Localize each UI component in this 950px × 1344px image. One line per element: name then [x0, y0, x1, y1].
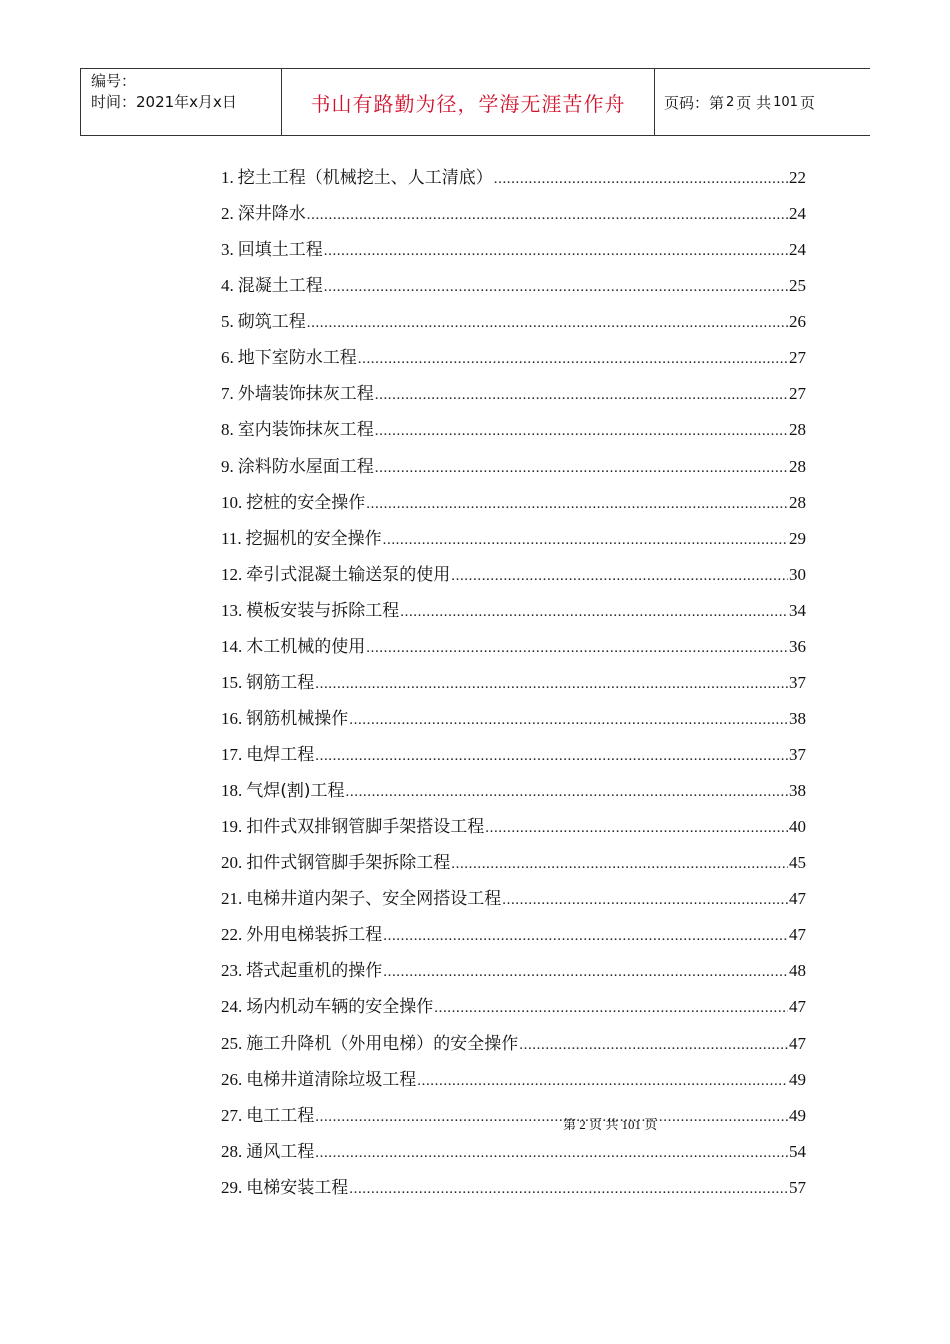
- toc-entry[interactable]: [221, 376, 806, 412]
- toc-entry-number: 6.: [221, 348, 234, 368]
- toc-dot-leader: [366, 486, 788, 522]
- toc-dot-leader: [358, 341, 788, 377]
- toc-entry-page: 48: [789, 961, 806, 981]
- header-motto-cell: [282, 69, 655, 135]
- toc-entry[interactable]: [221, 196, 806, 232]
- table-of-contents: [221, 160, 806, 1206]
- date-label: 时间：2021年x月x日: [91, 93, 237, 111]
- number-label: 编号：: [91, 72, 137, 90]
- toc-entry-title: 挖桩的安全操作: [246, 492, 366, 513]
- toc-entry[interactable]: [221, 1026, 806, 1062]
- toc-dot-leader: [349, 702, 788, 738]
- toc-dot-leader: [375, 377, 788, 413]
- toc-entry-title: 电工工程: [246, 1105, 315, 1126]
- toc-entry[interactable]: [221, 593, 806, 629]
- toc-entry-title: 电梯井道清除垃圾工程: [246, 1069, 417, 1090]
- toc-entry[interactable]: [221, 1134, 806, 1170]
- toc-entry-page: 27: [789, 384, 806, 404]
- toc-entry-number: 23.: [221, 961, 243, 981]
- toc-dot-leader: [307, 197, 788, 233]
- toc-entry-title: 钢筋工程: [246, 672, 315, 693]
- page-current: 2: [726, 94, 735, 110]
- toc-entry-page: 25: [789, 276, 806, 296]
- toc-entry-number: 26.: [221, 1069, 243, 1089]
- toc-entry-number: 7.: [221, 384, 234, 404]
- header-page-cell: [655, 69, 870, 135]
- toc-entry-page: 28: [789, 492, 806, 512]
- toc-entry[interactable]: [221, 1170, 806, 1206]
- toc-entry-number: 13.: [221, 600, 243, 620]
- toc-entry-number: 22.: [221, 925, 243, 945]
- toc-entry-number: 8.: [221, 420, 234, 440]
- toc-entry-title: 气焊(割)工程: [246, 781, 345, 802]
- toc-entry-title: 挖土工程（机械挖土、人工清底）: [237, 168, 493, 188]
- header-meta-cell: [81, 69, 282, 135]
- toc-entry[interactable]: [221, 340, 806, 376]
- toc-dot-leader: [315, 666, 788, 702]
- toc-entry-title: 塔式起重机的操作: [246, 961, 383, 982]
- toc-dot-leader: [502, 882, 788, 918]
- toc-dot-leader: [315, 738, 788, 774]
- toc-entry-number: 14.: [221, 636, 243, 656]
- toc-dot-leader: [324, 233, 788, 269]
- toc-entry-page: 54: [789, 1141, 806, 1161]
- toc-entry-number: 12.: [221, 564, 243, 584]
- toc-entry-title: 电焊工程: [246, 745, 315, 765]
- toc-entry-page: 47: [789, 997, 806, 1017]
- toc-entry[interactable]: [221, 521, 806, 557]
- toc-entry[interactable]: [221, 1098, 806, 1134]
- toc-dot-leader: [346, 774, 788, 810]
- toc-dot-leader: [324, 269, 788, 305]
- toc-entry-page: 40: [789, 817, 806, 837]
- toc-entry-page: 24: [789, 204, 806, 224]
- toc-dot-leader: [400, 594, 788, 630]
- toc-entry-title: 深井降水: [237, 204, 306, 225]
- toc-entry-number: 21.: [221, 889, 243, 909]
- toc-dot-leader: [315, 1099, 788, 1135]
- toc-entry-title: 电梯井道内架子、安全网搭设工程: [246, 889, 502, 910]
- toc-entry-title: 电梯安装工程: [246, 1177, 349, 1198]
- toc-entry-page: 29: [789, 528, 806, 548]
- toc-entry[interactable]: [221, 917, 806, 953]
- page-mid: 页 共: [736, 93, 772, 112]
- toc-entry[interactable]: [221, 232, 806, 268]
- toc-entry-number: 29.: [221, 1177, 243, 1197]
- toc-entry[interactable]: [221, 845, 806, 881]
- toc-entry[interactable]: [221, 557, 806, 593]
- toc-entry[interactable]: [221, 737, 806, 773]
- toc-entry-number: 20.: [221, 853, 243, 873]
- toc-entry-title: 钢筋机械操作: [246, 708, 349, 729]
- toc-entry-title: 通风工程: [246, 1141, 315, 1162]
- toc-dot-leader: [519, 1027, 788, 1063]
- toc-entry-page: 49: [789, 1069, 806, 1089]
- page-prefix: 页码：第: [664, 93, 725, 112]
- toc-entry-number: 24.: [221, 997, 243, 1017]
- toc-entry-page: 36: [789, 636, 806, 656]
- toc-entry[interactable]: [221, 160, 806, 196]
- toc-dot-leader: [307, 305, 788, 341]
- toc-dot-leader: [485, 810, 788, 846]
- toc-entry-number: 9.: [221, 456, 234, 476]
- toc-entry-page: 47: [789, 1033, 806, 1053]
- toc-entry-title: 木工机械的使用: [246, 636, 366, 657]
- toc-entry[interactable]: [221, 953, 806, 989]
- toc-entry-page: 49: [789, 1105, 806, 1125]
- toc-dot-leader: [451, 558, 788, 594]
- toc-entry-page: 28: [789, 420, 806, 440]
- toc-entry-page: 34: [789, 600, 806, 620]
- page-header: [80, 68, 870, 136]
- toc-entry-page: 37: [789, 745, 806, 764]
- toc-entry-number: 18.: [221, 781, 243, 801]
- toc-entry-number: 4.: [221, 276, 234, 296]
- toc-entry-number: 25.: [221, 1033, 243, 1053]
- toc-entry[interactable]: [221, 773, 806, 809]
- toc-entry[interactable]: [221, 1062, 806, 1098]
- motto: 书山有路勤为径，学海无涯苦作舟: [310, 91, 626, 116]
- toc-entry-title: 回填土工程: [237, 240, 323, 261]
- toc-entry-title: 扣件式钢管脚手架拆除工程: [246, 853, 451, 874]
- toc-entry-number: 10.: [221, 492, 243, 512]
- toc-entry-page: 24: [789, 240, 806, 260]
- toc-entry-number: 1.: [221, 168, 234, 187]
- toc-entry-page: 45: [789, 853, 806, 873]
- page-total: 101: [773, 94, 798, 110]
- toc-dot-leader: [366, 630, 788, 666]
- toc-entry-number: 15.: [221, 672, 243, 692]
- toc-dot-leader: [494, 161, 788, 197]
- toc-entry-page: 38: [789, 708, 806, 728]
- toc-entry-page: 26: [789, 312, 806, 332]
- toc-entry-title: 室内装饰抹灰工程: [237, 420, 374, 441]
- toc-entry-number: 19.: [221, 817, 243, 837]
- toc-entry-title: 砌筑工程: [237, 312, 306, 333]
- toc-entry-number: 17.: [221, 745, 243, 764]
- toc-entry-title: 涂料防水屋面工程: [237, 456, 374, 477]
- toc-entry-page: 27: [789, 348, 806, 368]
- page-suffix: 页: [799, 93, 815, 112]
- toc-dot-leader: [383, 522, 788, 558]
- toc-entry-number: 27.: [221, 1105, 243, 1125]
- toc-entry[interactable]: [221, 701, 806, 737]
- toc-dot-leader: [383, 918, 788, 954]
- toc-dot-leader: [315, 1135, 788, 1171]
- toc-dot-leader: [451, 846, 788, 882]
- toc-entry[interactable]: [221, 629, 806, 665]
- toc-dot-leader: [375, 450, 788, 486]
- toc-entry[interactable]: [221, 485, 806, 521]
- toc-dot-leader: [349, 1171, 788, 1207]
- toc-dot-leader: [383, 954, 788, 990]
- toc-dot-leader: [417, 1063, 788, 1099]
- toc-entry-page: 38: [789, 781, 806, 801]
- toc-entry[interactable]: [221, 665, 806, 701]
- toc-entry-number: 2.: [221, 204, 234, 224]
- toc-entry[interactable]: [221, 268, 806, 304]
- toc-entry-number: 5.: [221, 312, 234, 332]
- page-footer: 第 2 页 共 101 页: [563, 1117, 658, 1132]
- toc-entry-page: 28: [789, 456, 806, 476]
- toc-entry-title: 外墙装饰抹灰工程: [237, 384, 374, 405]
- toc-entry[interactable]: [221, 989, 806, 1025]
- toc-entry-page: 57: [789, 1177, 806, 1197]
- toc-entry-title: 外用电梯装拆工程: [246, 925, 383, 946]
- toc-entry-number: 28.: [221, 1141, 243, 1161]
- toc-entry-page: 37: [789, 672, 806, 692]
- toc-entry[interactable]: [221, 881, 806, 917]
- toc-dot-leader: [375, 413, 788, 449]
- toc-entry-title: 扣件式双排钢管脚手架搭设工程: [246, 817, 485, 838]
- toc-entry-page: 30: [789, 564, 806, 584]
- toc-entry-page: 47: [789, 925, 806, 945]
- toc-entry-title: 模板安装与拆除工程: [246, 600, 400, 621]
- toc-entry-title: 牵引式混凝土输送泵的使用: [246, 564, 451, 585]
- toc-entry[interactable]: [221, 449, 806, 485]
- toc-entry[interactable]: [221, 304, 806, 340]
- toc-entry-title: 地下室防水工程: [237, 348, 357, 369]
- toc-entry-title: 场内机动车辆的安全操作: [246, 997, 434, 1018]
- toc-entry[interactable]: [221, 809, 806, 845]
- toc-entry[interactable]: [221, 412, 806, 448]
- toc-entry-number: 16.: [221, 708, 243, 728]
- toc-entry-page: 22: [789, 168, 806, 187]
- toc-entry-title: 施工升降机（外用电梯）的安全操作: [246, 1033, 519, 1054]
- toc-entry-title: 混凝土工程: [237, 276, 323, 297]
- toc-entry-number: 11.: [221, 528, 242, 548]
- toc-entry-number: 3.: [221, 240, 234, 260]
- toc-entry-title: 挖掘机的安全操作: [245, 528, 382, 549]
- toc-dot-leader: [434, 990, 788, 1026]
- toc-entry-page: 47: [789, 889, 806, 909]
